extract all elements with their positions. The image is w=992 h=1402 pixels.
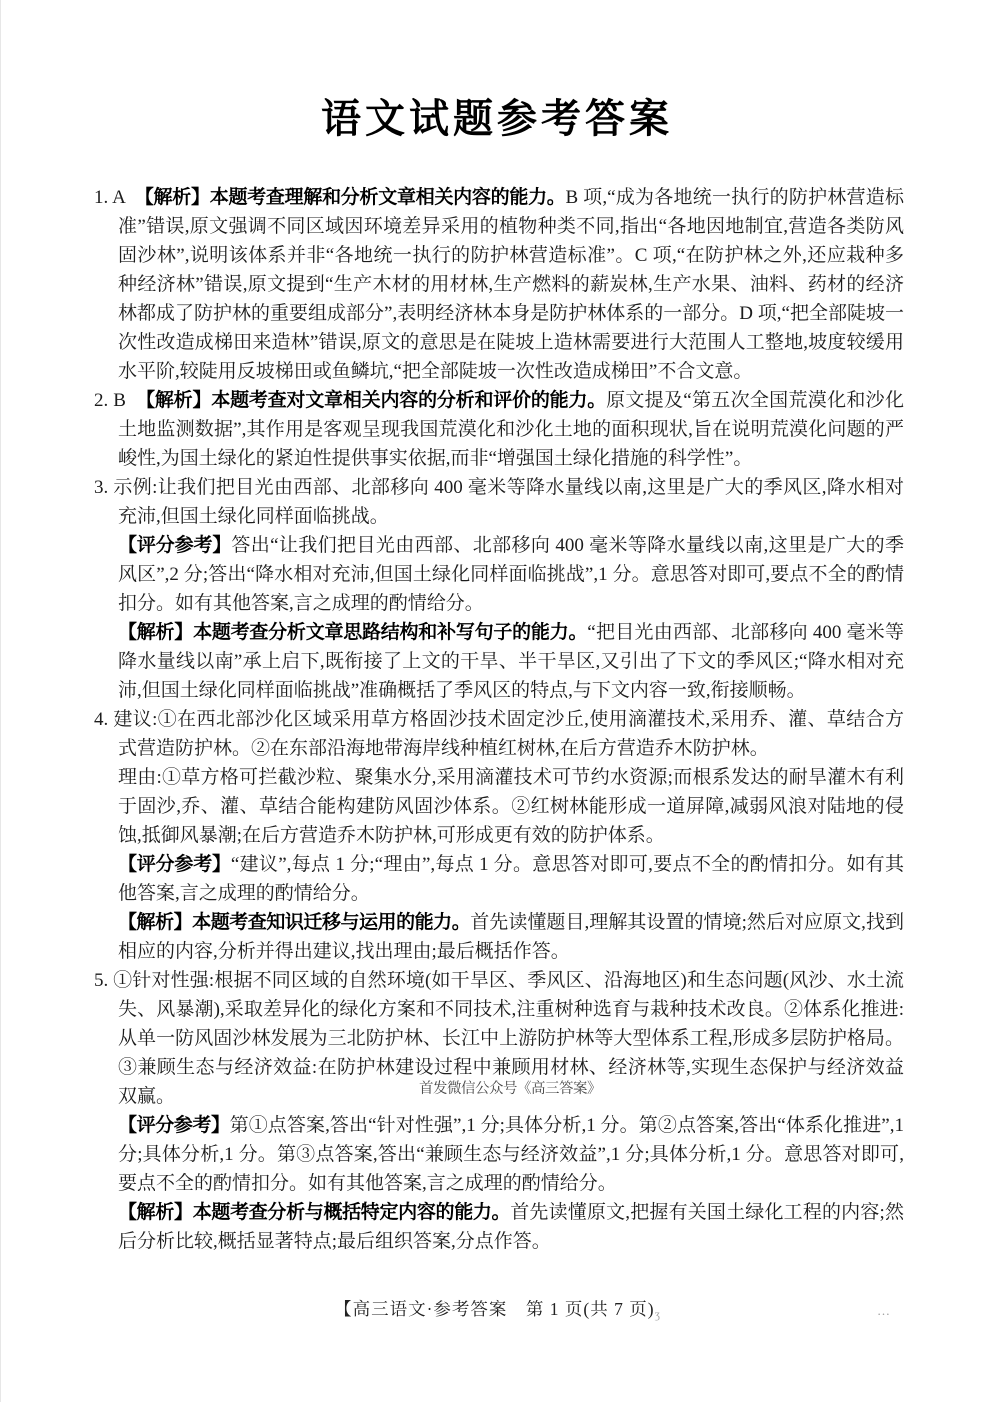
answer-paragraph xyxy=(94,386,904,473)
analysis-heading-run: 【解析】本题考查分析与概括特定内容的能力。 xyxy=(118,1202,511,1223)
analysis-paragraph xyxy=(118,908,904,966)
analysis-heading-run: 【解析】本题考查分析文章思路结构和补写句子的能力。 xyxy=(118,622,588,643)
analysis-paragraph xyxy=(118,618,904,705)
answer-paragraph xyxy=(94,705,904,763)
answer-item-2 xyxy=(94,386,904,473)
scan-artifact-dots: … xyxy=(877,1303,892,1318)
answer-item-5 xyxy=(94,966,904,1256)
page-footer xyxy=(1,1297,992,1323)
scoring-heading-run: 【评分参考】 xyxy=(118,535,232,556)
body-text-run: 第①点答案,答出“针对性强”,1 分;具体分析,1 分。第②点答案,答出“体系化推进”,1 分;具体分析,1 分。第③点答案,答出“兼顾生态与经济效益”,1 分;具体分析,1 分。意思答对即可,要点不全的酌情扣分。如有其他答案,言之成理的酌情给分。 xyxy=(118,1115,904,1194)
footer-text: 【高三语文·参考答案 第 1 页(共 7 页) xyxy=(334,1299,655,1319)
reason-paragraph xyxy=(118,763,904,850)
answer-paragraph xyxy=(94,473,904,531)
scoring-reference-paragraph xyxy=(118,531,904,618)
answer-item-3 xyxy=(94,473,904,705)
answer-item-1 xyxy=(94,183,904,386)
body-text-run: 4. 建议:①在西北部沙化区域采用草方格固沙技术固定沙丘,使用滴灌技术,采用乔、灌、草结合方式营造防护林。②在东部沿海地带海岸线种植红树林,在后方营造乔木防护林。 xyxy=(94,709,904,759)
scan-artifact-squiggle: ʒ xyxy=(654,1307,660,1321)
body-text-run: “把目光由西部、北部移向 400 毫米等降水量线以南”承上启下,既衔接了上文的干旱、半干旱区,又引出了下文的季风区;“降水相对充沛,但国土绿化同样面临挑战”准确概括了季风区的特点,与下文内容一致,衔接顺畅。 xyxy=(118,622,904,701)
scoring-reference-paragraph xyxy=(118,1111,904,1198)
analysis-heading-run: 【解析】本题考查对文章相关内容的分析和评价的能力。 xyxy=(145,390,607,411)
body-text-run: 3. 示例:让我们把目光由西部、北部移向 400 毫米等降水量线以南,这里是广大的季风区,降水相对充沛,但国土绿化同样面临挑战。 xyxy=(94,477,904,527)
body-text-run: 5. ①针对性强:根据不同区域的自然环境(如干旱区、季风区、沿海地区)和生态问题(风沙、水土流失、风暴潮),采取差异化的绿化方案和不同技术,注重树种选育与栽种技术改良。②体系化推进:从单一防风固沙林发展为三北防护林、长江中上游防护林等大型体系工程,形成多层防护格局。③兼顾生态与经济效益:在防护林建设过程中兼顾用材林、经济林等,实现生态保护与经济效益双赢。 xyxy=(94,970,904,1107)
page-title: 语文试题参考答案 xyxy=(321,97,673,141)
watermark-text: 首发微信公众号《高三答案》 xyxy=(419,1081,601,1097)
answer-item-4 xyxy=(94,705,904,966)
body-text-run: 原文提及“第五次全国荒漠化和沙化土地监测数据”,其作用是客观呈现我国荒漠化和沙化土地的面积现状,旨在说明荒漠化问题的严峻性,为国土绿化的紧迫性提供事实依据,而非“增强国土绿化措施的科学性”。 xyxy=(118,390,904,469)
analysis-paragraph xyxy=(118,1198,904,1256)
body-text-run: 首先读懂题目,理解其设置的情境;然后对应原文,找到相应的内容,分析并得出建议,找出理由;最后概括作答。 xyxy=(118,912,904,962)
answer-paragraph xyxy=(94,183,904,386)
body-text-run: 首先读懂原文,把握有关国土绿化工程的内容;然后分析比较,概括显著特点;最后组织答案,分点作答。 xyxy=(118,1202,904,1252)
scoring-reference-paragraph xyxy=(118,850,904,908)
body-text-run: 理由:①草方格可拦截沙粒、聚集水分,采用滴灌技术可节约水资源;而根系发达的耐旱灌木有利于固沙,乔、灌、草结合能构建防风固沙体系。②红树林能形成一道屏障,减弱风浪对陆地的侵蚀,抵御风暴潮;在后方营造乔木防护林,可形成更有效的防护体系。 xyxy=(118,767,904,846)
body-text-run: 答出“让我们把目光由西部、北部移向 400 毫米等降水量线以南,这里是广大的季风区”,2 分;答出“降水相对充沛,但国土绿化同样面临挑战”,1 分。意思答对即可,要点不全的酌情扣分。如有其他答案,言之成理的酌情给分。 xyxy=(118,535,904,614)
body-text-run: B 项,“成为各地统一执行的防护林营造标准”错误,原文强调不同区域因环境差异采用的植物种类不同,指出“各地因地制宜,营造各类防风固沙林”,说明该体系并非“各地统一执行的防护林营造标准”。C 项,“在防护林之外,还应栽种多种经济林”错误,原文提到“生产木材的用材林,生产燃料的薪炭林,生产水果、油料、药材的经济林都成了防护林的重要组成部分”,表明经济林本身是防护林体系的一部分。D 项,“把全部陡坡一次性改造成梯田来造林”错误,原文的意思是在陡坡上造林需要进行大范围人工整地,坡度较缓用水平阶,较陡用反坡梯田或鱼鳞坑,“把全部陡坡一次性改造成梯田”不合文意。 xyxy=(118,187,904,382)
analysis-heading-run: 【解析】本题考查知识迁移与运用的能力。 xyxy=(118,912,471,933)
answer-number-run: 2. B xyxy=(94,390,146,411)
answer-number-run: 1. A xyxy=(94,187,145,208)
scoring-heading-run: 【评分参考】 xyxy=(118,854,231,875)
scoring-heading-run: 【评分参考】 xyxy=(118,1115,230,1136)
analysis-heading-run: 【解析】本题考查理解和分析文章相关内容的能力。 xyxy=(144,187,566,208)
body-text-run: “建议”,每点 1 分;“理由”,每点 1 分。意思答对即可,要点不全的酌情扣分。如有其他答案,言之成理的酌情给分。 xyxy=(118,854,904,904)
